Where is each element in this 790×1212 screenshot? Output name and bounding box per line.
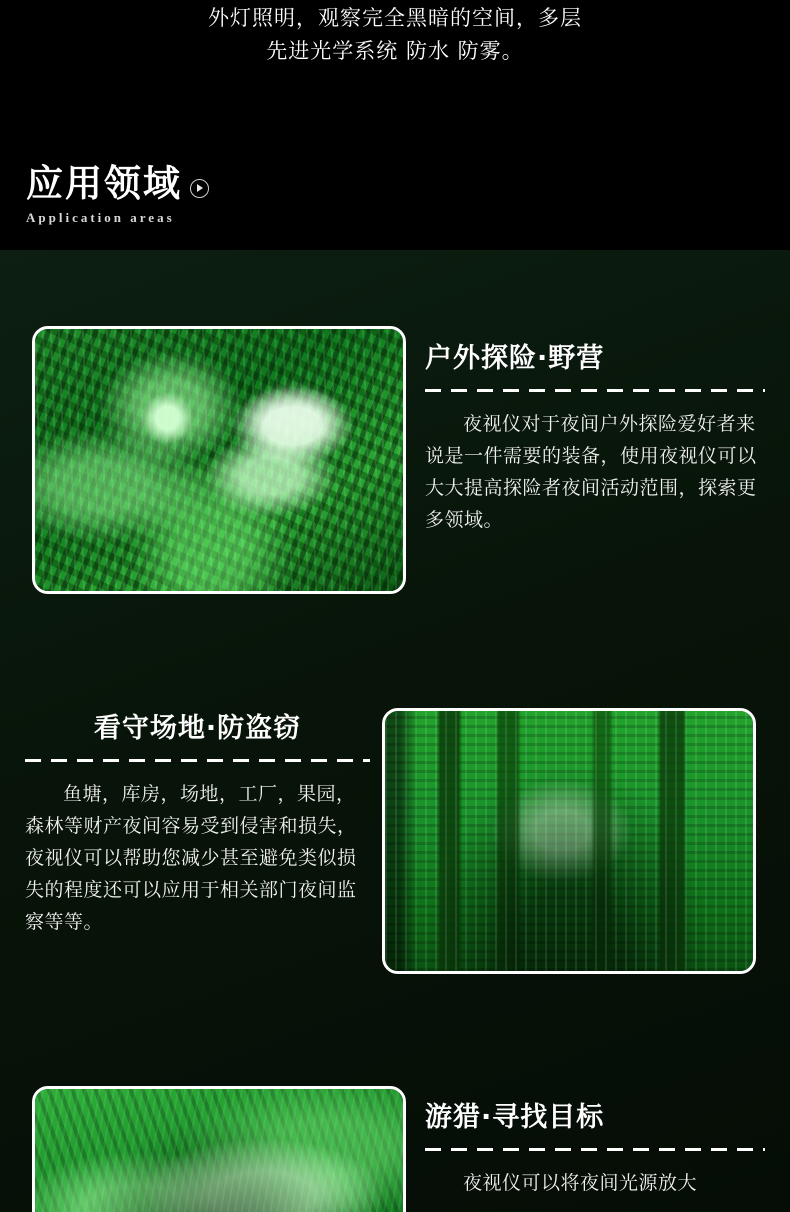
- block-2-image-wrap: [382, 708, 756, 974]
- camping-night-vision-photo: [32, 326, 406, 594]
- section-header: [0, 152, 790, 250]
- section-title-row: [26, 162, 209, 206]
- block-2-divider: [25, 759, 370, 762]
- block-3-text: [425, 1095, 765, 1199]
- intro-text-block: [0, 0, 790, 68]
- intro-line-2: 先进光学系统 防水 防雾。: [266, 39, 524, 63]
- block-3-body: 夜视仪可以将夜间光源放大: [463, 1172, 698, 1194]
- block-1-body: 夜视仪对于夜间户外探险爱好者来说是一件需要的装备，使用夜视仪可以大大提高探险者夜间活动范围，探索更多领域。: [425, 413, 757, 531]
- gate-surveillance-night-vision-photo: [382, 708, 756, 974]
- block-2-body: 鱼塘，库房，场地，工厂，果园，森林等财产夜间容易受到侵害和损失，夜视仪可以帮助您减少甚至避免类似损失的程度还可以应用于相关部门夜间监察等等。: [25, 783, 357, 933]
- block-2-title: 看守场地·防盗窃: [93, 713, 302, 744]
- section-title: 应用领域: [26, 162, 182, 205]
- bear-hunting-night-vision-photo: [32, 1086, 406, 1212]
- block-3-image-wrap: [32, 1086, 406, 1212]
- block-2-text: [25, 706, 370, 938]
- intro-line-1: 外灯照明，观察完全黑暗的空间，多层: [208, 6, 582, 30]
- section-header-inner: [26, 162, 209, 226]
- section-subtitle: Application areas: [26, 210, 175, 225]
- block-1-image-wrap: [32, 326, 406, 594]
- block-1-title: 户外探险·野营: [425, 343, 605, 374]
- block-3-divider: [425, 1148, 765, 1151]
- block-3-title: 游猎·寻找目标: [425, 1102, 605, 1133]
- block-1-text: [425, 336, 765, 536]
- block-1-divider: [425, 389, 765, 392]
- play-arrow-icon: [190, 179, 209, 198]
